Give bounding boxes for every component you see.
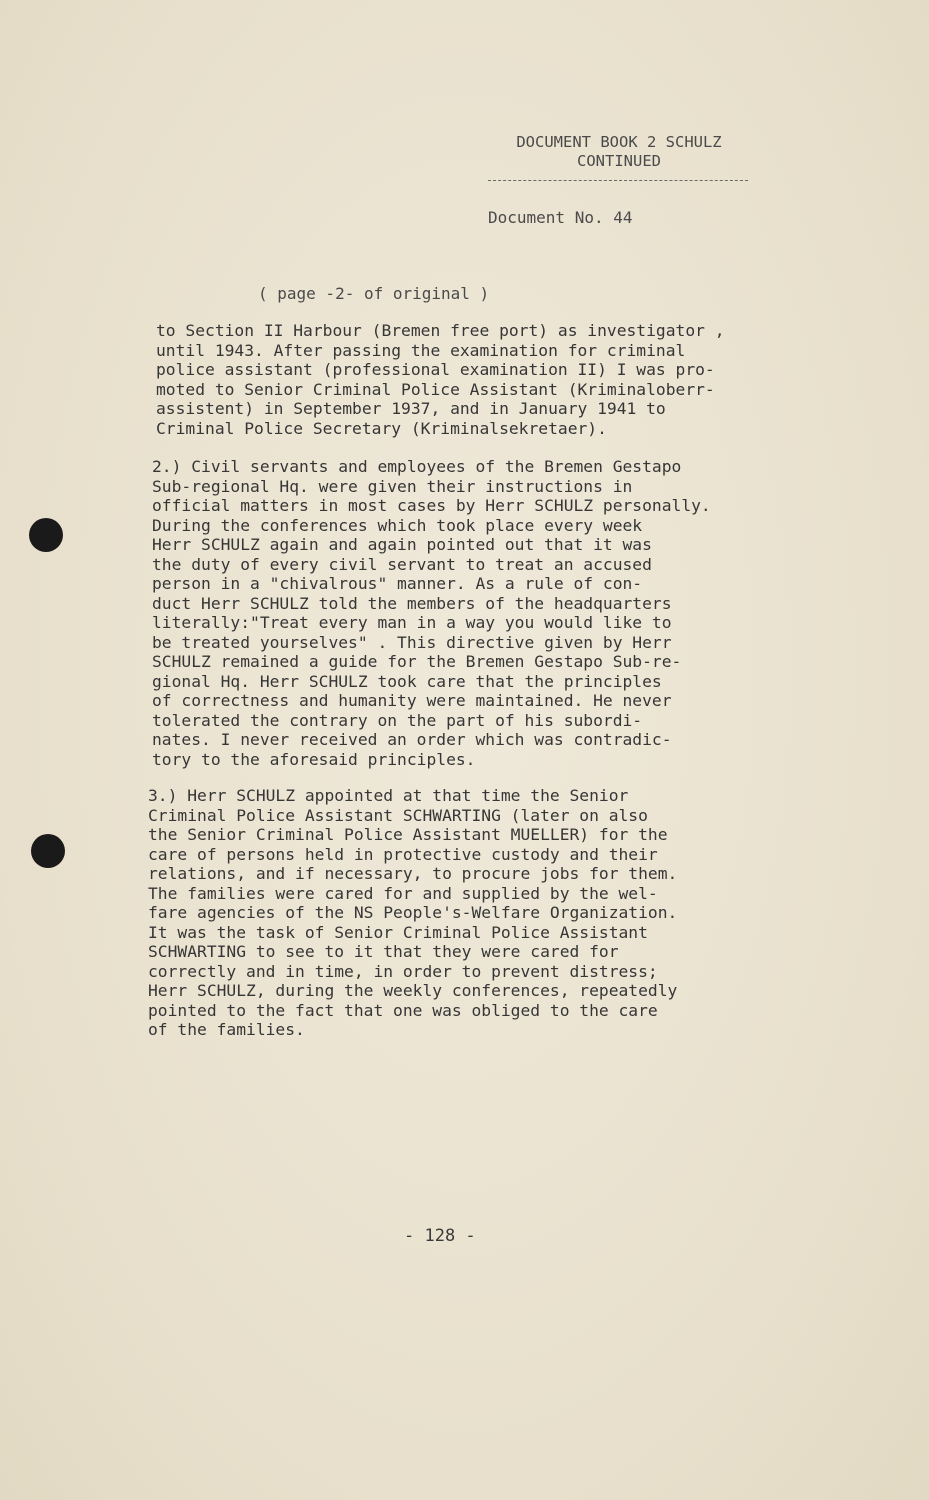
- paragraph-line: It was the task of Senior Criminal Police Assistant: [148, 922, 648, 942]
- paragraph-line: SCHULZ remained a guide for the Bremen Gestapo Sub-re-: [152, 652, 682, 671]
- paragraph-line: 3.) Herr SCHULZ appointed at that time the Senior: [148, 786, 629, 805]
- paragraph-line: gional Hq. Herr SCHULZ took care that the principles: [152, 671, 662, 691]
- paragraph-line: pointed to the fact that one was obliged to the care: [148, 1000, 658, 1020]
- paragraph-line: The families were cared for and supplied by the wel-: [148, 883, 658, 903]
- paragraph-line: person in a "chivalrous" manner. As a rule of con-: [152, 574, 643, 593]
- paragraph-line: literally:"Treat every man in a way you would like to: [152, 613, 672, 632]
- paragraph-line: Criminal Police Assistant SCHWARTING (later on also: [148, 805, 648, 825]
- paragraph-line: tory to the aforesaid principles.: [152, 749, 476, 769]
- page-reference: ( page -2- of original ): [258, 284, 490, 303]
- paragraph-line: Herr SCHULZ, during the weekly conferences, repeatedly: [148, 981, 678, 1000]
- punch-hole: [29, 518, 63, 552]
- paragraph-line: Sub-regional Hq. were given their instructions in: [152, 476, 633, 496]
- paragraph-line: of the families.: [148, 1020, 305, 1039]
- header-title: DOCUMENT BOOK 2 SCHULZ: [516, 133, 722, 151]
- paragraph-line: the duty of every civil servant to treat an accused: [152, 554, 652, 574]
- paragraph-line: nates. I never received an order which was contradic-: [152, 730, 672, 749]
- document-header: [488, 133, 750, 171]
- paragraph-line: be treated yourselves" . This directive given by Herr: [152, 632, 672, 652]
- paragraph-1: [156, 321, 846, 438]
- paragraph-line: of correctness and humanity were maintained. He never: [152, 691, 672, 710]
- paragraph-line: correctly and in time, in order to prevent distress;: [148, 961, 658, 981]
- paragraph-line: fare agencies of the NS People's-Welfare Organization.: [148, 903, 678, 922]
- header-divider: [488, 180, 748, 181]
- paragraph-line: 2.) Civil servants and employees of the Bremen Gestapo: [152, 457, 682, 476]
- paragraph-line: moted to Senior Criminal Police Assistant (Kriminaloberr-: [156, 379, 715, 399]
- paragraph-line: assistent) in September 1937, and in January 1941 to: [156, 399, 666, 418]
- paragraph-line: the Senior Criminal Police Assistant MUELLER) for the: [148, 825, 668, 844]
- paragraph-3: [148, 786, 838, 1040]
- header-continued: CONTINUED: [577, 152, 661, 170]
- paragraph-line: until 1943. After passing the examination for criminal: [156, 340, 686, 360]
- paragraph-line: relations, and if necessary, to procure jobs for them.: [148, 864, 678, 883]
- paragraph-line: SCHWARTING to see to it that they were cared for: [148, 942, 619, 961]
- paragraph-line: Herr SCHULZ again and again pointed out that it was: [152, 535, 652, 554]
- paragraph-line: Criminal Police Secretary (Kriminalsekretaer).: [156, 418, 607, 438]
- punch-hole: [31, 834, 65, 868]
- paragraph-line: official matters in most cases by Herr SCHULZ personally.: [152, 496, 711, 515]
- paragraph-line: to Section II Harbour (Bremen free port) as investigator ,: [156, 321, 725, 340]
- paragraph-line: During the conferences which took place every week: [152, 515, 643, 535]
- page-number: - 128 -: [404, 1226, 476, 1246]
- paragraph-line: care of persons held in protective custody and their: [148, 844, 658, 864]
- paragraph-line: duct Herr SCHULZ told the members of the headquarters: [152, 593, 672, 613]
- paragraph-line: police assistant (professional examination II) I was pro-: [156, 360, 715, 379]
- paragraph-line: tolerated the contrary on the part of his subordi-: [152, 710, 643, 730]
- paragraph-2: [152, 457, 842, 769]
- document-number: Document No. 44: [488, 208, 633, 227]
